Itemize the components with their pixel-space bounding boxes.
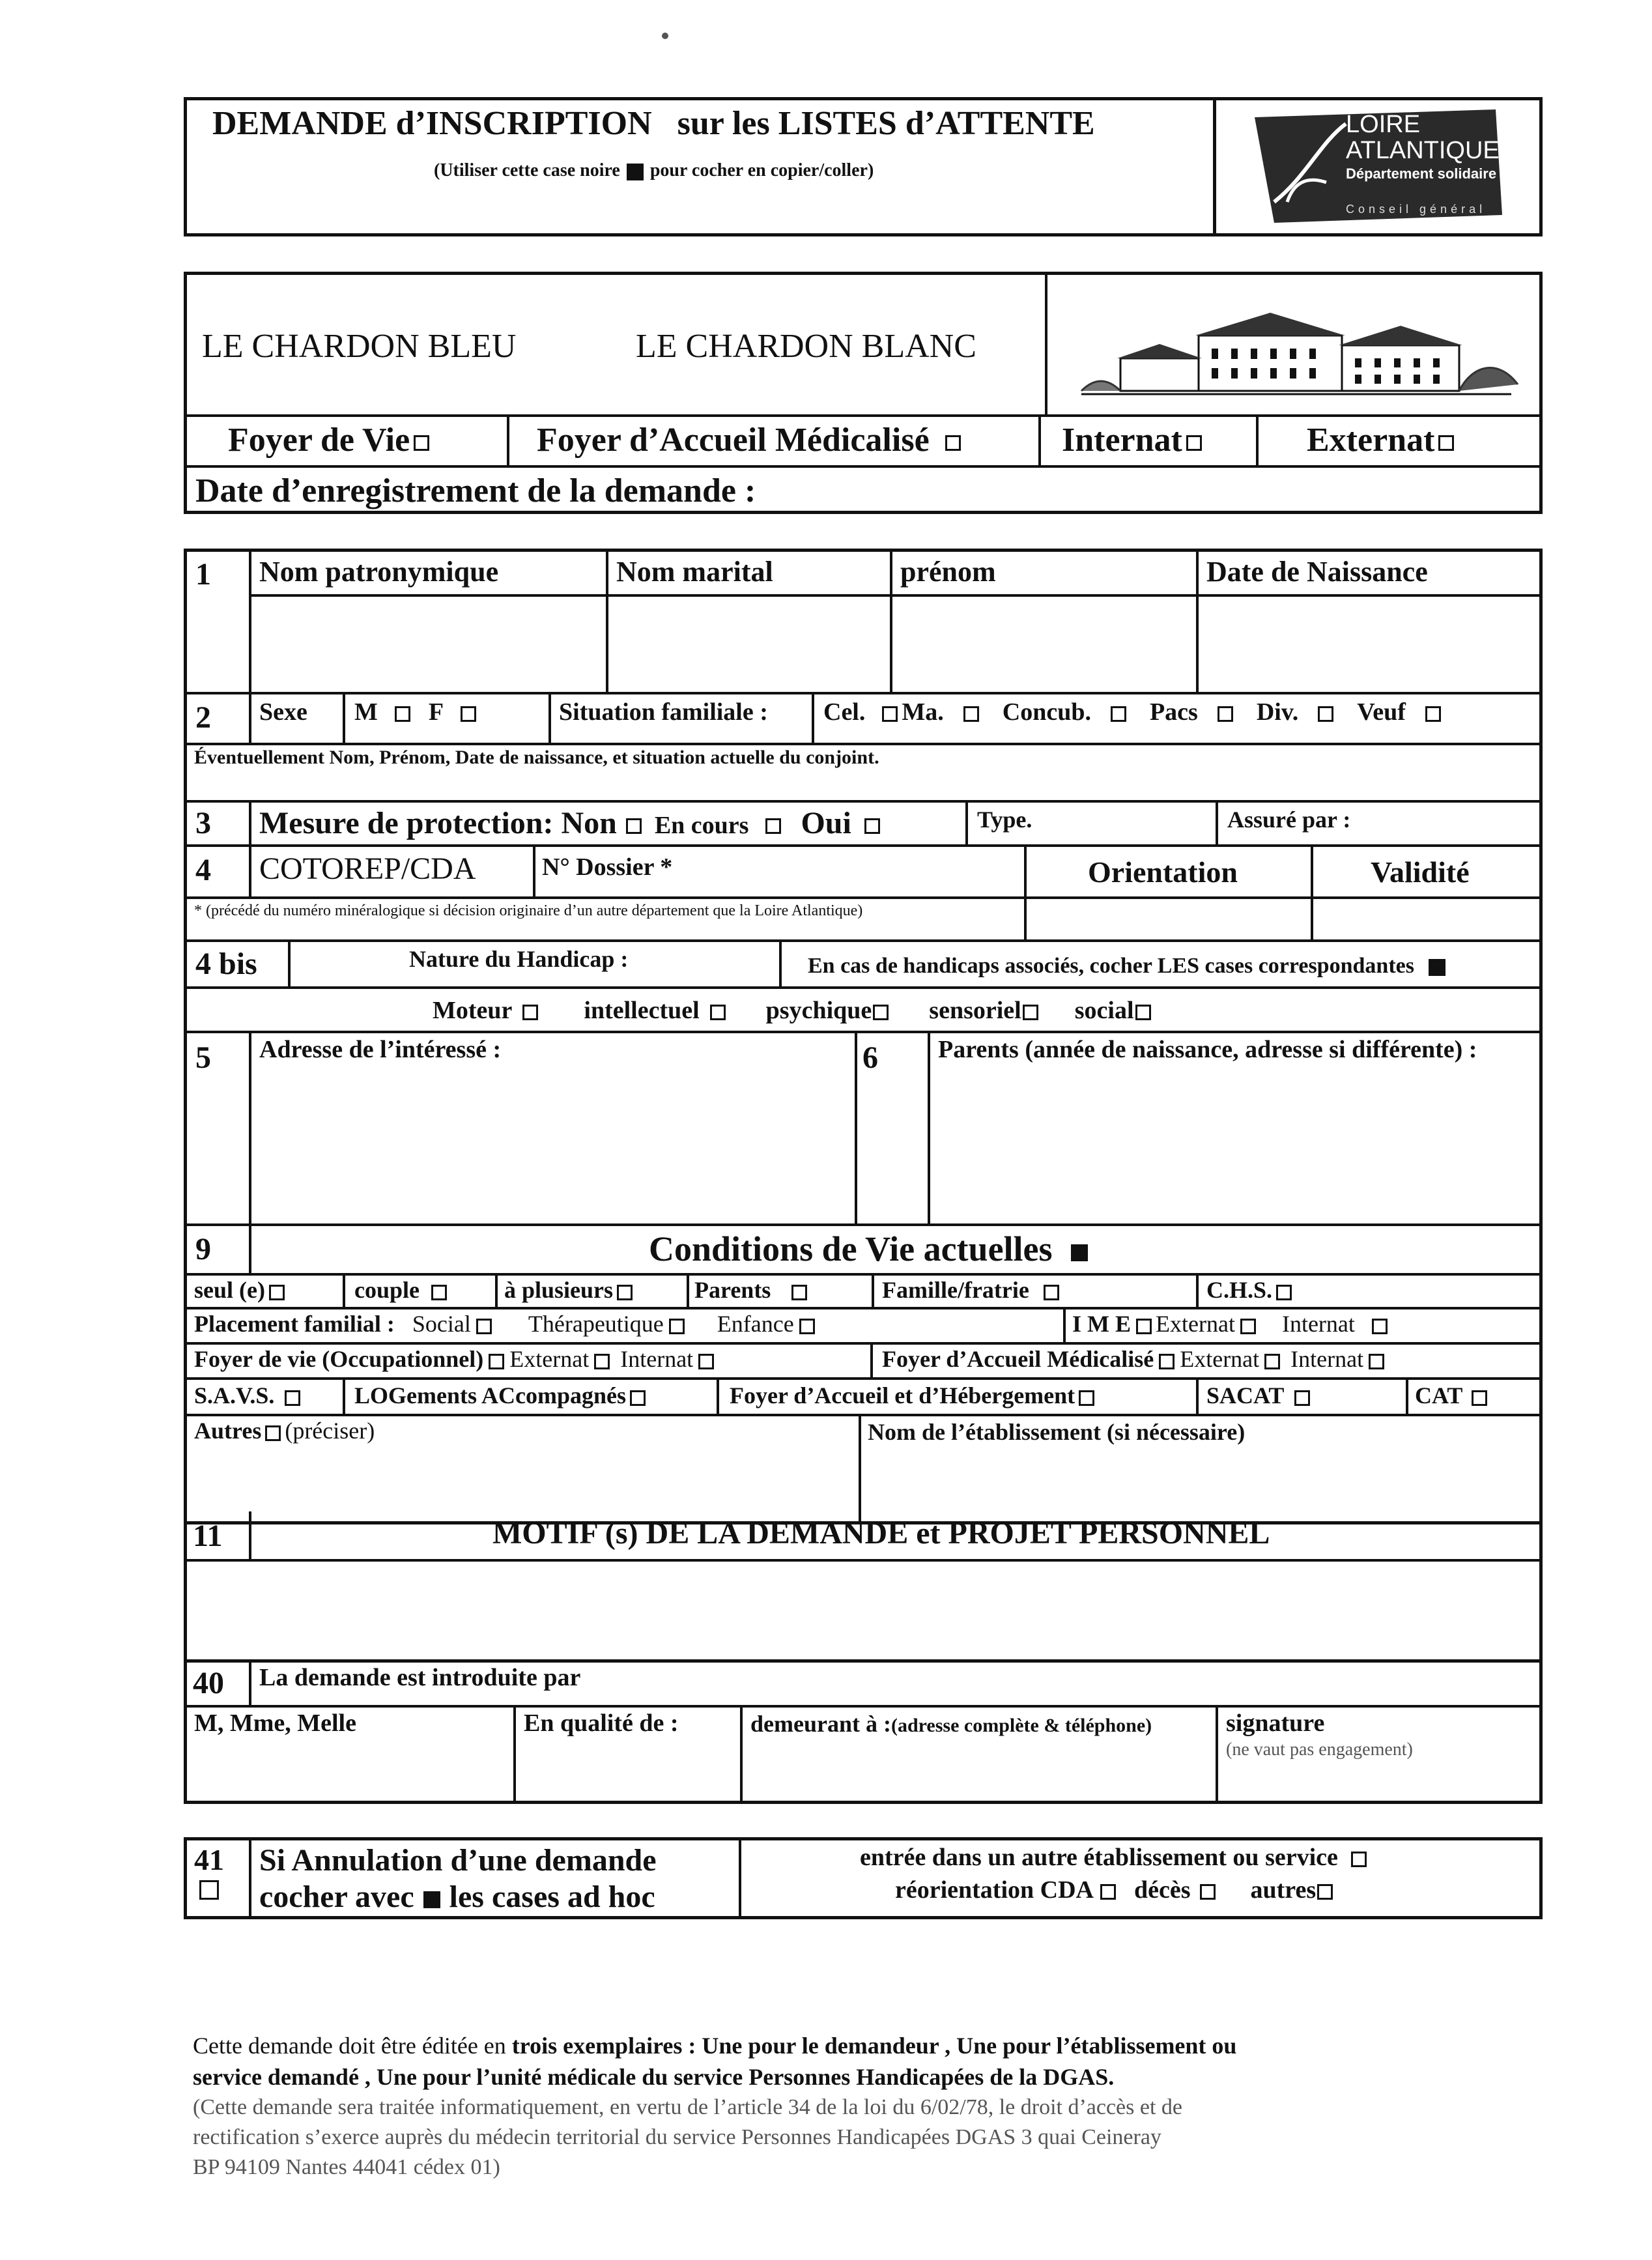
checkbox[interactable] (1472, 1390, 1487, 1406)
checkbox[interactable] (1200, 1884, 1216, 1900)
checkbox[interactable] (864, 818, 880, 834)
parents-field[interactable] (930, 1068, 1540, 1221)
section-number: 4 (195, 853, 211, 887)
section-number: 40 (193, 1666, 224, 1700)
introduite-par-label: La demande est introduite par (259, 1664, 581, 1691)
prenom-field[interactable] (892, 597, 1193, 689)
checkbox[interactable] (617, 1285, 633, 1300)
s9-row1-divider (495, 1273, 498, 1307)
s5-bottom-line (184, 1223, 1543, 1226)
nom-marital-field[interactable] (608, 597, 887, 689)
s9-row3-divider (870, 1342, 873, 1377)
checkbox[interactable] (1351, 1852, 1367, 1867)
dossier-label: N° Dossier * (542, 853, 673, 881)
date-naissance-field[interactable] (1199, 597, 1540, 689)
annulation-checkbox[interactable] (199, 1880, 219, 1900)
s9-row1-divider (1196, 1273, 1199, 1307)
s2-bottom-line (184, 800, 1543, 803)
option-autres[interactable]: Autres (préciser) (194, 1418, 375, 1444)
option-famille[interactable]: Famille/fratrie (882, 1278, 1063, 1302)
option-seul[interactable]: seul (e) (194, 1278, 289, 1302)
s40-num-divider (249, 1659, 251, 1705)
nom-marital-label: Nom marital (616, 556, 773, 588)
s2-num-divider (249, 692, 251, 743)
s2-divider-3 (812, 692, 814, 743)
checkbox[interactable] (1100, 1884, 1116, 1900)
option-logements[interactable]: LOGements ACcompagnés (354, 1384, 649, 1407)
s4-divider-3 (1311, 844, 1313, 939)
option-parents[interactable]: Parents (694, 1278, 811, 1302)
checkbox[interactable] (873, 1005, 889, 1020)
civilite-label: M, Mme, Melle (194, 1709, 356, 1737)
motif-demande-title: MOTIF (s) DE LA DEMANDE et PROJET PERSONNEL (492, 1516, 1270, 1551)
section-number: 41 (194, 1843, 224, 1876)
checkbox[interactable] (1438, 435, 1454, 451)
type-fam[interactable]: Foyer d’Accueil Médicalisé (537, 423, 965, 457)
demeurant-field[interactable] (743, 1741, 1213, 1801)
checkbox[interactable] (626, 818, 642, 834)
section-number: 1 (195, 557, 211, 592)
checkbox[interactable] (476, 1319, 492, 1334)
nom-patronymique-label: Nom patronymique (259, 556, 499, 588)
type-foyer-vie[interactable]: Foyer de Vie (228, 423, 433, 457)
s4-mid-line (184, 896, 1543, 899)
section-number: 3 (195, 806, 211, 840)
checkbox[interactable] (1276, 1285, 1292, 1300)
checkbox[interactable] (265, 1425, 281, 1441)
establishment-name-blanc: LE CHARDON BLANC (636, 328, 976, 365)
s9-num-divider (249, 1223, 251, 1273)
option-entree[interactable]: entrée dans un autre établissement ou service (860, 1845, 1371, 1870)
checkbox[interactable] (1294, 1390, 1310, 1406)
checkbox[interactable] (199, 1880, 219, 1900)
annulation-options[interactable]: réorientation CDA décès autres (895, 1878, 1337, 1902)
checkbox[interactable] (710, 1005, 726, 1020)
checkbox[interactable] (698, 1354, 714, 1369)
validite-label: Validité (1371, 855, 1470, 889)
s41-num-divider (249, 1837, 251, 1919)
option-foyer-hebergement[interactable]: Foyer d’Accueil et d’Hébergement (730, 1384, 1098, 1407)
mesure-protection[interactable]: Mesure de protection: Non En cours Oui (259, 808, 884, 839)
checkbox[interactable] (269, 1285, 285, 1300)
s2-mid-line (184, 743, 1543, 745)
assure-par-label: Assuré par : (1227, 807, 1351, 833)
s9-row1-line (184, 1307, 1543, 1309)
s2-divider-1 (343, 692, 345, 743)
section-number: 9 (195, 1232, 211, 1266)
logo-text-atlantique: ATLANTIQUE (1346, 137, 1500, 164)
s3-num-divider (249, 800, 251, 844)
s5-s6-divider (855, 1031, 857, 1223)
checkbox[interactable] (945, 435, 961, 451)
footer-line3: (Cette demande sera traitée informatiquement, en vertu de l’article 34 de la loi du 6/02/78, le droit d’accès et de (193, 2095, 1183, 2119)
option-couple[interactable]: couple (354, 1278, 451, 1302)
types-divider-3 (1256, 414, 1259, 465)
checkbox[interactable] (765, 818, 781, 834)
checkbox[interactable] (1317, 1884, 1333, 1900)
qualite-field[interactable] (516, 1741, 737, 1801)
scan-speck (662, 33, 668, 39)
checkbox[interactable] (1318, 706, 1333, 722)
s41-divider (739, 1837, 741, 1919)
sexe-options[interactable]: M F (354, 700, 480, 724)
s3-divider-2 (1216, 800, 1218, 844)
foyer-occupationnel[interactable]: Foyer de vie (Occupationnel) Externat Internat (194, 1347, 718, 1371)
checkbox[interactable] (799, 1319, 815, 1334)
orientation-label: Orientation (1088, 855, 1238, 889)
checkbox[interactable] (1425, 706, 1441, 722)
civilite-field[interactable] (186, 1741, 511, 1801)
s4-bottom-line (184, 939, 1543, 942)
checkbox[interactable] (522, 1005, 538, 1020)
checkbox[interactable] (791, 1285, 807, 1300)
black-box-note: (Utiliser cette case noire pour cocher en copier/coller) (434, 160, 874, 180)
checkbox[interactable] (1023, 1005, 1038, 1020)
cotorep-label: COTOREP/CDA (259, 851, 476, 886)
s3-bottom-line (184, 844, 1543, 847)
checkbox[interactable] (285, 1390, 300, 1406)
option-savs[interactable]: S.A.V.S. (194, 1384, 304, 1407)
checkbox[interactable] (461, 706, 476, 722)
s9-row1-divider (687, 1273, 689, 1307)
signature-field[interactable] (1218, 1767, 1540, 1801)
s9-row1-divider (343, 1273, 345, 1307)
demeurant-label: demeurant à :(adresse complète & téléphone) (750, 1711, 1152, 1737)
checkbox[interactable] (1044, 1285, 1059, 1300)
s9-row4-divider (717, 1377, 719, 1414)
section-number: 5 (195, 1040, 211, 1075)
nature-handicap-label: Nature du Handicap : (409, 946, 629, 972)
nom-etablissement-label: Nom de l’établissement (si nécessaire) (868, 1419, 1246, 1445)
section-number: 4 bis (195, 947, 257, 981)
black-checkbox-sample (1071, 1244, 1088, 1261)
s4bis-mid-line (184, 986, 1543, 989)
type-externat[interactable]: Externat (1307, 423, 1458, 457)
checkbox[interactable] (1240, 1319, 1256, 1334)
s9-row3-line (184, 1377, 1543, 1380)
date-naissance-label: Date de Naissance (1206, 556, 1428, 588)
logo-text-loire: LOIRE (1346, 111, 1421, 138)
checkbox[interactable] (1264, 1354, 1280, 1369)
header-divider (1213, 97, 1216, 236)
adresse-interesse-label: Adresse de l’intéressé : (259, 1036, 502, 1063)
s9-row4-divider (1196, 1377, 1199, 1414)
s9-row4-divider (1406, 1377, 1408, 1414)
s2-divider-2 (548, 692, 551, 743)
s9-header-line (184, 1273, 1543, 1276)
sexe-label: Sexe (259, 698, 307, 726)
black-checkbox-sample (423, 1891, 440, 1908)
date-registration-label: Date d’enregistrement de la demande : (195, 472, 756, 509)
s4bis-divider (779, 939, 782, 986)
types-divider-2 (1038, 414, 1041, 465)
s9-row2-line (184, 1342, 1543, 1345)
black-checkbox-sample (1429, 959, 1445, 976)
checkbox[interactable] (414, 435, 429, 451)
signature-label: signature (1226, 1709, 1325, 1737)
checkbox[interactable] (882, 706, 898, 722)
conditions-vie-title: Conditions de Vie actuelles (649, 1231, 1094, 1266)
dossier-footnote: * (précédé du numéro minéralogique si décision originaire d’un autre département que la Loire Atlantique) (194, 902, 863, 919)
footer-line1: Cette demande doit être éditée en trois exemplaires : Une pour le demandeur , Une pour l’établissement ou (193, 2033, 1237, 2059)
establishment-divider (1045, 272, 1047, 415)
checkbox[interactable] (1218, 706, 1233, 722)
parents-label: Parents (année de naissance, adresse si différente) : (938, 1036, 1477, 1063)
section-number: 11 (193, 1519, 223, 1553)
s1-bottom-line (184, 692, 1543, 694)
checkbox[interactable] (1111, 706, 1126, 722)
type-internat[interactable]: Internat (1062, 423, 1206, 457)
annulation-line2: cocher avec les cases ad hoc (259, 1880, 655, 1914)
handicap-options[interactable]: Moteur intellectuel psychique sensoriel social (433, 998, 1155, 1023)
nom-patronymique-field[interactable] (251, 597, 603, 689)
footer-line2: service demandé , Une pour l’unité médicale du service Personnes Handicapées de la DGAS. (193, 2064, 1115, 2090)
checkbox[interactable] (669, 1319, 685, 1334)
establishment-name-bleu: LE CHARDON BLEU (202, 328, 517, 365)
s40-header-line (184, 1705, 1543, 1708)
checkbox[interactable] (431, 1285, 447, 1300)
prenom-label: prénom (900, 556, 996, 588)
checkbox[interactable] (1079, 1390, 1094, 1406)
s9-row4-line (184, 1414, 1543, 1416)
foyer-accueil-medicalise[interactable]: Foyer d’Accueil Médicalisé Externat Internat (882, 1347, 1388, 1371)
s9-row4-divider (343, 1377, 345, 1414)
loire-atlantique-logo (1248, 104, 1502, 228)
option-chs[interactable]: C.H.S. (1206, 1278, 1296, 1302)
ime-options[interactable]: I M E Externat Internat (1072, 1312, 1391, 1336)
s9-row1-divider (872, 1273, 874, 1307)
checkbox[interactable] (395, 706, 410, 722)
situation-options[interactable]: Cel. Ma. Concub. Pacs Div. Veuf (823, 700, 1445, 724)
placement-familial[interactable]: Placement familial : Social Thérapeutique Enfance (194, 1312, 819, 1336)
situation-familiale-label: Situation familiale : (559, 698, 768, 726)
establishment-hline-1 (184, 414, 1543, 417)
checkbox[interactable] (1159, 1354, 1175, 1369)
footer-line5: BP 94109 Nantes 44041 cédex 01) (193, 2155, 500, 2179)
motif-field[interactable] (186, 1562, 1540, 1659)
qualite-label: En qualité de : (524, 1709, 679, 1737)
handicaps-associes: En cas de handicaps associés, cocher LES cases correspondantes (808, 955, 1452, 977)
s4bis-bottom-line (184, 1031, 1543, 1033)
building-illustration (1068, 287, 1524, 404)
checkbox[interactable] (1369, 1354, 1384, 1369)
types-divider-1 (507, 414, 509, 465)
black-checkbox-sample (627, 164, 644, 180)
option-sacat[interactable]: SACAT (1206, 1384, 1314, 1407)
signature-note: (ne vaut pas engagement) (1226, 1739, 1413, 1760)
s4bis-num-divider (288, 939, 291, 986)
s4-divider-2 (1024, 844, 1027, 939)
s9-row2-divider (1063, 1307, 1066, 1342)
checkbox[interactable] (1372, 1319, 1388, 1334)
s3-divider-1 (965, 800, 968, 844)
checkbox[interactable] (594, 1354, 610, 1369)
option-cat[interactable]: CAT (1415, 1384, 1491, 1407)
s4-divider-1 (533, 844, 535, 896)
checkbox[interactable] (1135, 1005, 1151, 1020)
form-title: DEMANDE d’INSCRIPTION sur les LISTES d’ATTENTE (212, 105, 1095, 142)
logo-text-conseil: Conseil général (1346, 203, 1487, 216)
checkbox[interactable] (489, 1354, 504, 1369)
annulation-line1: Si Annulation d’une demande (259, 1843, 657, 1878)
adresse-field[interactable] (251, 1068, 852, 1221)
checkbox[interactable] (963, 706, 979, 722)
option-plusieurs[interactable]: à plusieurs (504, 1278, 636, 1302)
logo-text-departement: Département solidaire (1346, 165, 1497, 182)
establishment-hline-2 (184, 465, 1543, 468)
checkbox[interactable] (630, 1390, 646, 1406)
section-number: 6 (862, 1040, 878, 1075)
checkbox[interactable] (1186, 435, 1202, 451)
type-label: Type. (977, 807, 1032, 833)
footer-line4: rectification s’exerce auprès du médecin territorial du service Personnes Handicapées DGAS 3 quai Ceineray (193, 2125, 1161, 2149)
conjoint-label: Éventuellement Nom, Prénom, Date de naissance, et situation actuelle du conjoint. (194, 747, 879, 768)
section-number: 2 (195, 700, 211, 735)
checkbox[interactable] (1136, 1319, 1152, 1334)
s4-num-divider (249, 844, 251, 896)
